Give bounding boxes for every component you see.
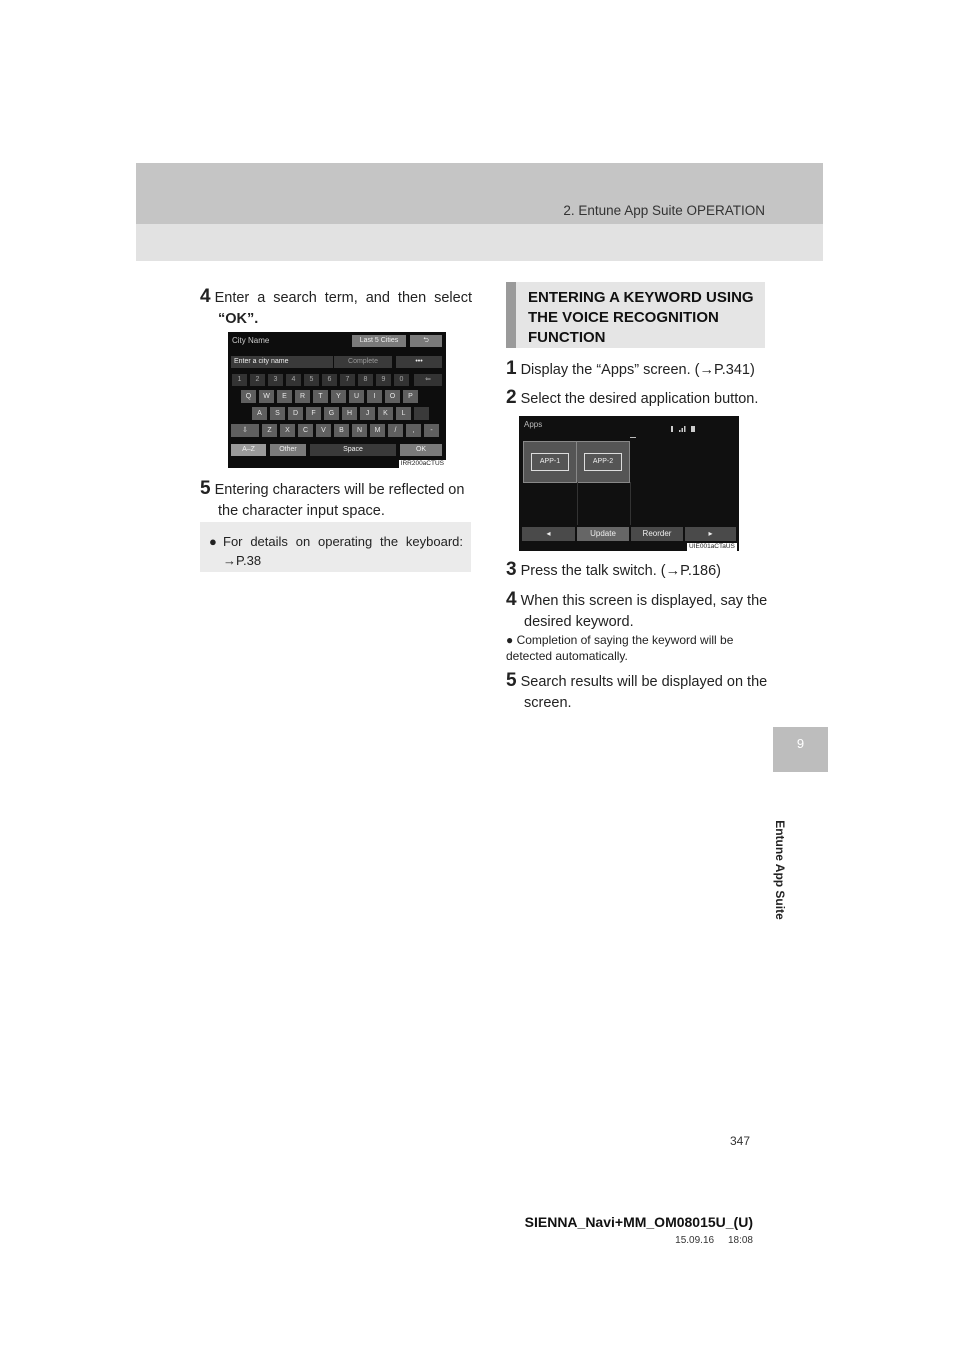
key-n[interactable]: N [352, 424, 367, 437]
heading-accent-bar [506, 282, 516, 348]
section-title: 2. Entune App Suite OPERATION [563, 203, 765, 218]
step-text-cont: the character input space. [218, 503, 385, 519]
note-page-ref: →P.38 [223, 553, 262, 568]
app-2-button[interactable] [576, 441, 630, 483]
step-number: 2 [506, 387, 517, 408]
key-i[interactable]: I [367, 390, 382, 403]
bluetooth-signal-battery-icon [669, 425, 701, 433]
screen-title: City Name [232, 336, 270, 345]
app-1-button[interactable] [523, 441, 577, 483]
right-step-3 [506, 559, 771, 582]
key-blank [414, 407, 429, 420]
back-button[interactable]: ⮌ [410, 335, 442, 347]
key-1[interactable]: 1 [232, 374, 247, 386]
key-m[interactable]: M [370, 424, 385, 437]
image-id-label: IRR200aCTUS [400, 460, 444, 467]
step-text: Entering characters will be reflected on [214, 482, 465, 498]
key-7[interactable]: 7 [340, 374, 355, 386]
section-heading-box [506, 282, 765, 348]
note-text: Completion of saying the keyword will be [516, 633, 734, 647]
step-text-ok: “OK”. [218, 311, 259, 327]
document-id: SIENNA_Navi+MM_OM08015U_(U) [524, 1214, 753, 1230]
shift-key[interactable]: ⇩ [231, 424, 259, 437]
right-step-1 [506, 358, 771, 381]
step-text: Display the “Apps” screen. (→P.341) [520, 362, 755, 378]
header-band [136, 163, 823, 224]
step-number: 4 [200, 286, 211, 307]
step-number: 1 [506, 358, 517, 379]
chapter-label: Entune App Suite [773, 820, 787, 920]
step-text: Search results will be displayed on the [520, 674, 768, 690]
key-f[interactable]: F [306, 407, 321, 420]
key-b[interactable]: B [334, 424, 349, 437]
reorder-button[interactable]: Reorder [631, 527, 683, 541]
step-text: Press the talk switch. (→P.186) [520, 563, 721, 579]
backspace-key[interactable]: ⇐ [414, 374, 442, 386]
key-e[interactable]: E [277, 390, 292, 403]
key-comma[interactable]: , [406, 424, 421, 437]
key-o[interactable]: O [385, 390, 400, 403]
step-text: When this screen is displayed, say the [520, 593, 768, 609]
right-bullet-note [506, 632, 768, 664]
key-v[interactable]: V [316, 424, 331, 437]
chapter-tab [773, 727, 828, 772]
app-2-label: APP-2 [584, 453, 622, 471]
step-number: 4 [506, 589, 517, 610]
right-step-5 [506, 670, 771, 714]
app-1-label: APP-1 [531, 453, 569, 471]
step-number: 5 [506, 670, 517, 691]
key-c[interactable]: C [298, 424, 313, 437]
note-text-cont: detected automatically. [506, 649, 628, 663]
step-text: Enter a search term, and then select [214, 290, 472, 306]
left-step-5 [200, 478, 472, 522]
key-5[interactable]: 5 [304, 374, 319, 386]
print-timestamp: 15.09.16 18:08 [675, 1235, 753, 1246]
header-subband [136, 224, 823, 261]
app-slot-divider [523, 482, 578, 525]
step-number: 5 [200, 478, 211, 499]
right-step-2 [506, 387, 771, 410]
key-d[interactable]: D [288, 407, 303, 420]
key-3[interactable]: 3 [268, 374, 283, 386]
step-number: 3 [506, 559, 517, 580]
space-button[interactable]: Space [310, 444, 396, 456]
left-step-4 [200, 286, 472, 330]
key-g[interactable]: G [324, 407, 339, 420]
key-y[interactable]: Y [331, 390, 346, 403]
note-text: For details on operating the keyboard: [223, 534, 463, 549]
section-heading: ENTERING A KEYWORD USING THE VOICE RECOGNITION FUNCTION [528, 289, 754, 346]
cursor-mark [630, 437, 636, 438]
key-r[interactable]: R [295, 390, 310, 403]
update-button[interactable]: Update [577, 527, 629, 541]
key-p[interactable]: P [403, 390, 418, 403]
key-6[interactable]: 6 [322, 374, 337, 386]
last-5-cities-button[interactable]: Last 5 Cities [352, 335, 406, 347]
key-s[interactable]: S [270, 407, 285, 420]
step-text-cont: screen. [524, 695, 572, 711]
key-u[interactable]: U [349, 390, 364, 403]
key-j[interactable]: J [360, 407, 375, 420]
page-number: 347 [730, 1134, 751, 1148]
key-dash[interactable]: - [424, 424, 439, 437]
key-2[interactable]: 2 [250, 374, 265, 386]
other-button[interactable]: Other [270, 444, 306, 456]
key-q[interactable]: Q [241, 390, 256, 403]
key-8[interactable]: 8 [358, 374, 373, 386]
key-z[interactable]: Z [262, 424, 277, 437]
bullet-icon: ● [506, 633, 514, 647]
prev-page-button[interactable]: ◂ [522, 527, 575, 541]
chapter-number: 9 [796, 736, 805, 751]
key-0[interactable]: 0 [394, 374, 409, 386]
city-name-input[interactable]: Enter a city name [231, 356, 333, 368]
right-step-4 [506, 589, 771, 633]
image-id-label: UIE001aCTaUS [689, 543, 735, 550]
apps-screen-title: Apps [524, 420, 543, 429]
key-w[interactable]: W [259, 390, 274, 403]
app-slot-divider [576, 482, 631, 525]
city-name-keyboard-screen [228, 332, 446, 468]
key-a[interactable]: A [252, 407, 267, 420]
key-h[interactable]: H [342, 407, 357, 420]
key-slash[interactable]: / [388, 424, 403, 437]
chapter-side-label [760, 780, 800, 960]
next-page-button[interactable]: ▸ [685, 527, 736, 541]
ok-button[interactable]: OK [400, 444, 442, 456]
bullet-icon: ● [209, 534, 217, 549]
keyboard-note-box [200, 522, 471, 572]
key-9[interactable]: 9 [376, 374, 391, 386]
more-button[interactable]: ••• [396, 356, 442, 368]
complete-button[interactable]: Complete [334, 356, 392, 368]
apps-screen [519, 416, 739, 551]
step-text-cont: desired keyword. [524, 614, 634, 630]
key-t[interactable]: T [313, 390, 328, 403]
key-4[interactable]: 4 [286, 374, 301, 386]
key-l[interactable]: L [396, 407, 411, 420]
step-text: Select the desired application button. [520, 391, 759, 407]
status-icons [669, 420, 701, 428]
key-k[interactable]: K [378, 407, 393, 420]
az-button[interactable]: A–Z [231, 444, 266, 456]
key-x[interactable]: X [280, 424, 295, 437]
